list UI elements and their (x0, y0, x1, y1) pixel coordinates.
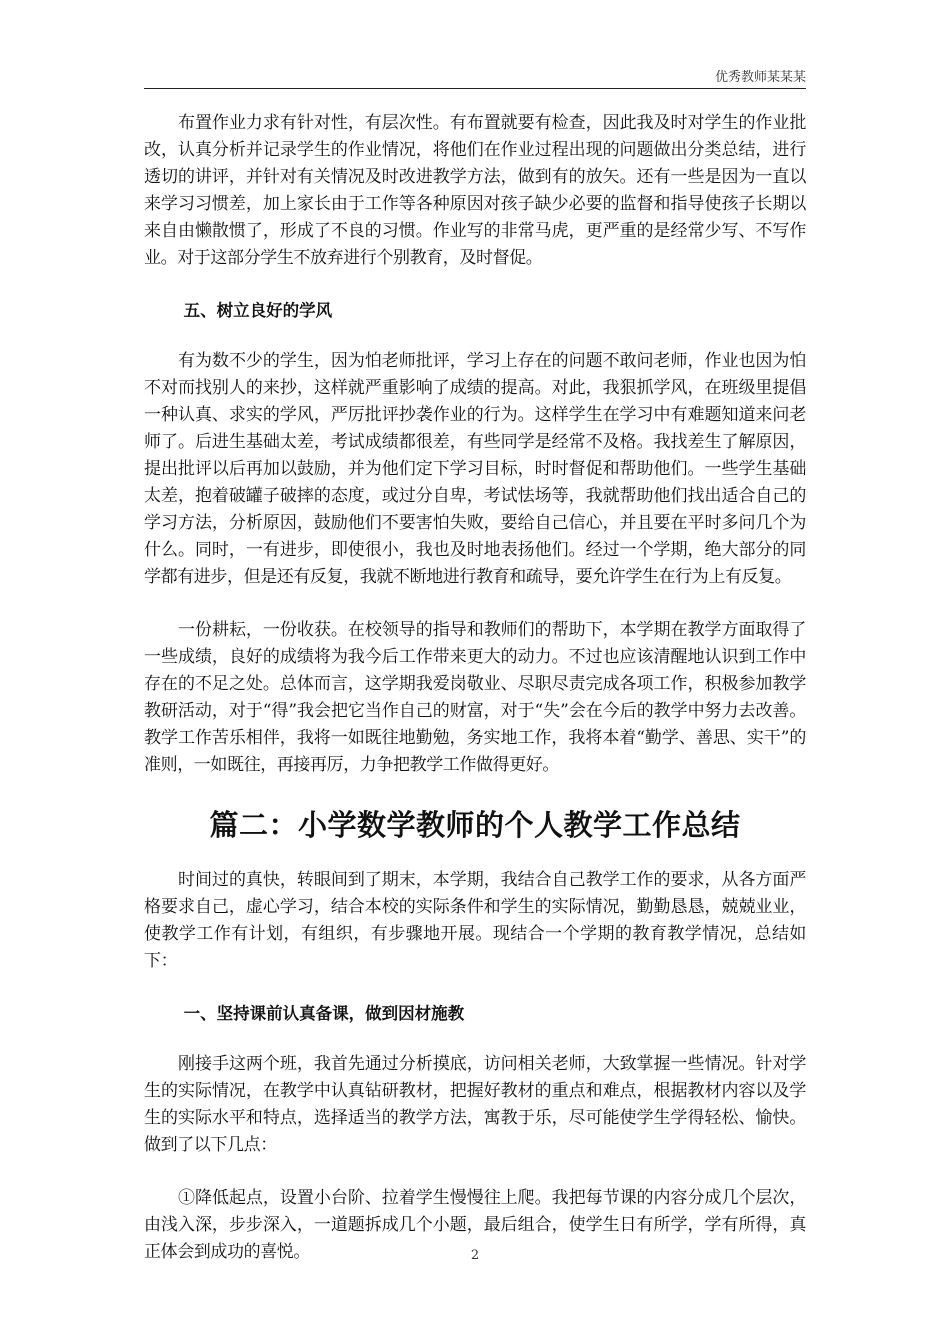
header-author: 优秀教师某某某 (714, 70, 806, 85)
page-number: 2 (470, 1248, 480, 1263)
paragraph-homework: 布置作业力求有针对性，有层次性。有布置就要有检查，因此我及时对学生的作业批改，认真分析并记录学生的作业情况，将他们在作业过程出现的问题做出分类总结，进行透切的讲评，并针对有关情况及时改进教学方法，做到有的放矢。还有一些是因为一直以来学习习惯差，加上家长由于工作等各种原因对孩子缺少必要的监督和指导使孩子长期以来自由懒散惯了，形成了不良的习惯。作业写的非常马虎，更严重的是经常少写、不写作业。对于这部分学生不放弃进行个别教育，及时督促。 (144, 113, 806, 268)
paragraph-conclusion: 一份耕耘，一份收获。在校领导的指导和教师们的帮助下，本学期在教学方面取得了一些成绩，良好的成绩将为我今后工作带来更大的动力。不过也应该清醒地认识到工作中存在的不足之处。总体而言，这学期我爱岗敬业、尽职尽责完成各项工作，积极参加教学教研活动，对于“得”我会把它当作自己的财富，对于“失”会在今后的教学中努力去改善。教学工作苦乐相伴，我将一如既往地勤勉，务实地工作，我将本着“勤学、善思、实干”的准则，一如既往，再接再厉，力争把教学工作做得更好。 (144, 620, 806, 775)
paragraph-point-one: ①降低起点，设置小台阶、拉着学生慢慢往上爬。我把每节课的内容分成几个层次，由浅入深，步步深入，一道题拆成几个小题，最后组合，使学生日有所学，学有所得，真正体会到成功的喜悦。 (144, 1188, 806, 1262)
section-heading-study-style: 五、树立良好的学风 (183, 301, 333, 320)
paragraph-study-style: 有为数不少的学生，因为怕老师批评，学习上存在的问题不敢问老师，作业也因为怕不对而找别人的来抄，这样就严重影响了成绩的提高。对此，我狠抓学风，在班级里提倡一种认真、求实的学风，严厉批评抄袭作业的行为。这样学生在学习中有难题知道来问老师了。后进生基础太差，考试成绩都很差，有些同学是经常不及格。我找差生了解原因，提出批评以后再加以鼓励，并为他们定下学习目标，时时督促和帮助他们。一些学生基础太差，抱着破罐子破摔的态度，或过分自卑，考试怯场等，我就帮助他们找出适合自己的学习方法，分析原因，鼓励他们不要害怕失败，要给自己信心，并且要在平时多问几个为什么。同时，一有进步，即使很小，我也及时地表扬他们。经过一个学期，绝大部分的同学都有进步，但是还有反复，我就不断地进行教育和疏导，要允许学生在行为上有反复。 (144, 351, 806, 587)
chapter-title: 篇二：小学数学教师的个人教学工作总结 (209, 808, 741, 842)
document-body (144, 110, 806, 1292)
section-heading-lesson-prep: 一、坚持课前认真备课，做到因材施教 (183, 1004, 465, 1023)
page-header (144, 64, 806, 89)
paragraph-lesson-prep: 刚接手这两个班，我首先通过分析摸底，访问相关老师，大致掌握一些情况。针对学生的实际情况，在教学中认真钻研教材，把握好教材的重点和难点，根据教材内容以及学生的实际水平和特点，选择适当的教学方法，寓教于乐，尽可能使学生学得轻松、愉快。做到了以下几点： (144, 1054, 806, 1155)
paragraph-intro: 时间过的真快，转眼间到了期末，本学期，我结合自己教学工作的要求，从各方面严格要求自己，虚心学习，结合本校的实际条件和学生的实际情况，勤勤恳恳，兢兢业业，使教学工作有计划，有组织，有步骤地开展。现结合一个学期的教育教学情况，总结如下： (144, 870, 806, 971)
